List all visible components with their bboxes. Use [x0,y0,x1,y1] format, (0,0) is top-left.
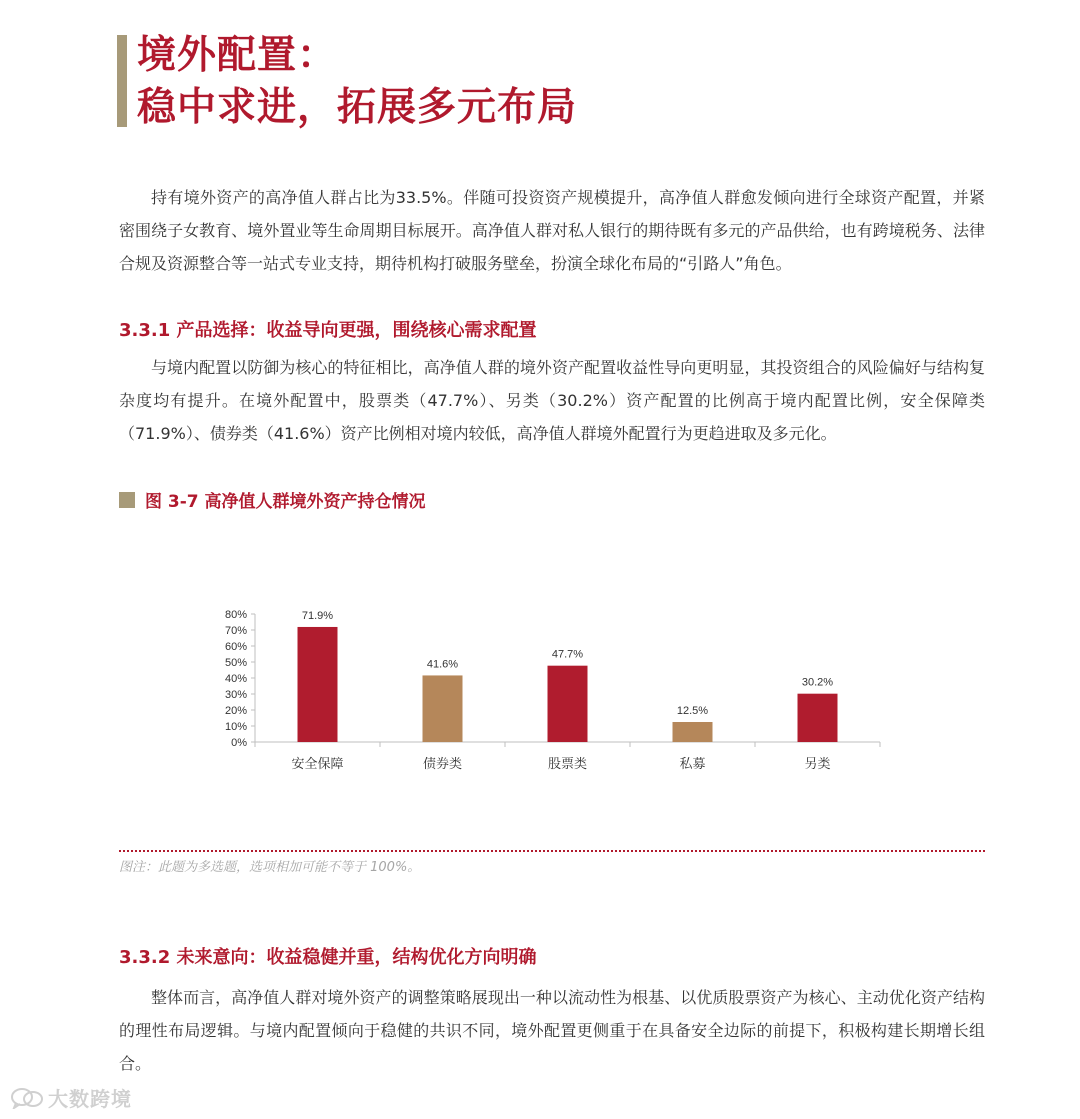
y-tick-label: 60% [224,641,247,653]
bar [798,694,838,742]
bar [298,627,338,742]
watermark [10,1083,132,1112]
bar [548,666,588,742]
watermark-text: 大数跨境 [48,1087,132,1111]
y-tick-label: 40% [224,673,247,685]
figure-caption-text: 图 3-7 高净值人群境外资产持仓情况 [145,492,426,512]
x-tick-label: 股票类 [547,757,588,772]
y-tick-label: 0% [231,737,247,749]
page-title [137,30,577,134]
figure-marker-square [119,492,135,508]
y-tick-label: 30% [224,689,247,701]
y-tick-label: 10% [224,721,247,733]
y-tick-label: 70% [224,625,247,637]
figure-divider [119,850,985,852]
intro-paragraph: 持有境外资产的高净值人群占比为33.5%。伴随可投资资产规模提升，高净值人群愈发倾向进行全球资产配置，并紧密围绕子女教育、境外置业等生命周期目标展开。高净值人群对私人银行的期待既有多元的产品供给，也有跨境税务、法律合规及资源整合等一站式专业支持，期待机构打破服务壁垒，扮演全球化布局的“引路人”角色。 [119,188,985,273]
x-tick-label: 债券类 [422,757,463,772]
y-tick-label: 20% [224,705,247,717]
data-label: 12.5% [676,705,709,717]
data-label: 47.7% [551,648,584,661]
bar-chart [200,590,900,790]
page-title-line-1: 境外配置： [137,33,338,78]
x-tick-label: 安全保障 [291,757,344,772]
section-heading-3-3-2: 3.3.2 未来意向：收益稳健并重，结构优化方向明确 [119,947,537,968]
data-label: 71.9% [301,609,334,622]
section-3-3-2-body: 整体而言，高净值人群对境外资产的调整策略展现出一种以流动性为根基、以优质股票资产为核心、主动优化资产结构的理性布局逻辑。与境内配置倾向于稳健的共识不同，境外配置更侧重于在具备安全边际的前提下，积极构建长期增长组合。 [119,988,985,1073]
x-tick-label: 私募 [679,757,706,772]
title-accent-bar [117,35,127,127]
section-heading-3-3-1: 3.3.1 产品选择：收益导向更强，围绕核心需求配置 [119,320,537,341]
bar [423,675,463,742]
data-label: 30.2% [801,676,834,689]
page-title-line-2: 稳中求进，拓展多元布局 [137,85,578,130]
figure-note: 图注：此题为多选题，选项相加可能不等于 100%。 [119,860,421,875]
section-3-3-1-body: 与境内配置以防御为核心的特征相比，高净值人群的境外资产配置收益性导向更明显，其投资组合的风险偏好与结构复杂度均有提升。在境外配置中，股票类（47.7%）、另类（30.2%）资产配置的比例高于境内配置比例，安全保障类（71.9%）、债券类（41.6%）资产比例相对境内较低，高净值人群境外配置行为更趋进取及多元化。 [119,358,985,443]
bar [673,722,713,742]
y-tick-label: 80% [224,609,247,621]
x-tick-label: 另类 [804,757,831,772]
figure-caption [119,487,426,512]
y-tick-label: 50% [224,657,247,669]
speech-bubble-logo-icon [10,1087,44,1109]
data-label: 41.6% [426,658,459,671]
